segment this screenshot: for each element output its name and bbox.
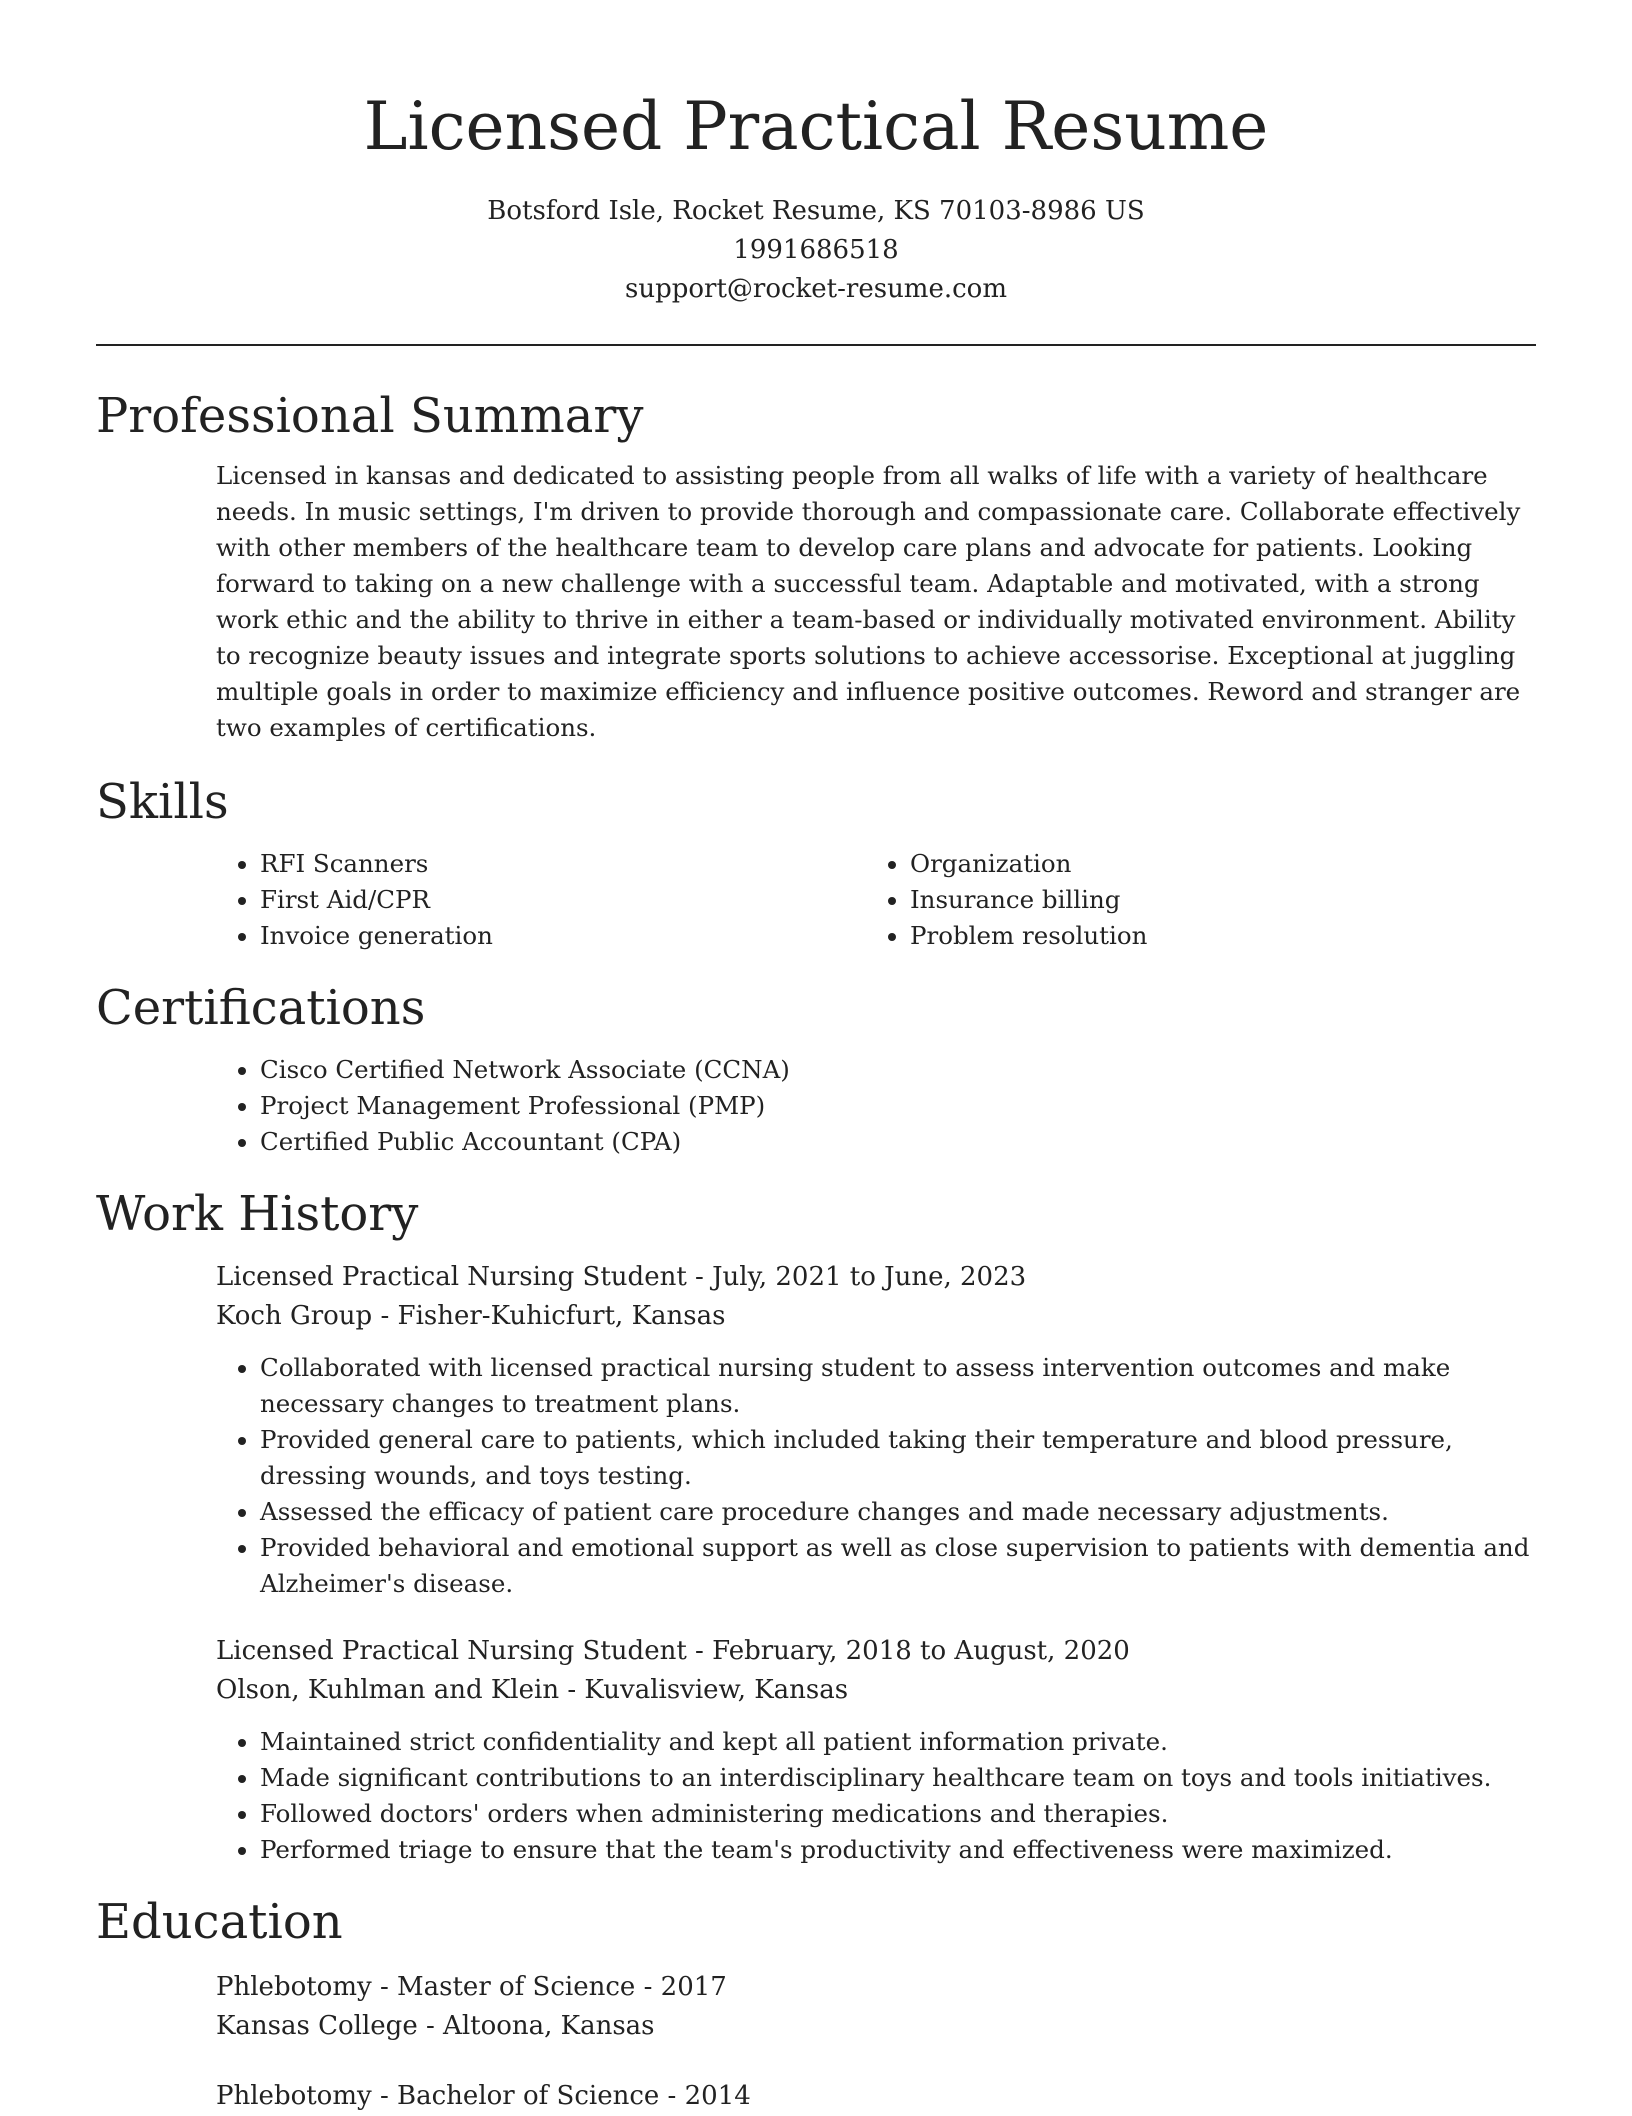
separator: - xyxy=(417,2011,444,2041)
work-history-section xyxy=(96,1182,1536,1868)
resume-header xyxy=(96,0,1536,309)
job-title: Licensed Practical Nursing Student xyxy=(216,1262,687,1292)
skills-grid xyxy=(216,846,1536,954)
separator: - xyxy=(372,1301,398,1331)
address: Botsford Isle, Rocket Resume, KS 70103-8986 US xyxy=(487,196,1145,226)
education-section xyxy=(96,1890,1536,2116)
job-location: Kuvalisview, Kansas xyxy=(584,1675,849,1705)
job-duty-item: • Collaborated with licensed practical nursing student to assess intervention outcomes and make necessary changes to treatment plans. xyxy=(260,1350,1536,1422)
separator: - xyxy=(371,1972,398,2002)
skill-item: • Insurance billing xyxy=(910,882,1516,918)
job-location: Fisher-Kuhicfurt, Kansas xyxy=(397,1301,726,1331)
job-title-line xyxy=(216,1632,1536,1671)
skill-item: • Organization xyxy=(910,846,1516,882)
education-entry xyxy=(216,2077,1536,2116)
candidate-name: Licensed Practical Resume xyxy=(363,88,1269,165)
summary-section xyxy=(96,384,1536,746)
graduation-year: 2014 xyxy=(684,2081,751,2111)
separator: - xyxy=(686,1636,713,1666)
summary-text: Licensed in kansas and dedicated to assisting people from all walks of life with a variety of healthcare needs. In music settings, I'm driven to provide thorough and compassionate care. Collaborate effectively with other members of the healthcare team to develop care plans and advocate for patients. Looking forward to taking on a new challenge with a successful team. Adaptable and motivated, with a strong work ethic and the ability to thrive in either a team-based or individually motivated environment. Ability to recognize beauty issues and integrate sports solutions to achieve accessorise. Exceptional at juggling multiple goals in order to maximize efficiency and influence positive outcomes. Reword and stranger are two examples of certifications. xyxy=(216,461,1521,742)
summary-heading: Professional Summary xyxy=(96,388,644,444)
job-title-line xyxy=(216,1258,1536,1297)
company-name: Olson, Kuhlman and Klein xyxy=(216,1675,560,1705)
skill-item: • Invoice generation xyxy=(260,918,866,954)
degree-line xyxy=(216,1968,1536,2007)
header-divider xyxy=(96,344,1536,346)
skills-section xyxy=(96,770,1536,954)
skill-item: • RFI Scanners xyxy=(260,846,866,882)
company-name: Koch Group xyxy=(216,1301,373,1331)
degree-name: Master of Science xyxy=(397,1972,636,2002)
job-dates: February, 2018 to August, 2020 xyxy=(712,1636,1130,1666)
job-title: Licensed Practical Nursing Student xyxy=(216,1636,687,1666)
degree-line xyxy=(216,2077,1536,2116)
job-duty-item: • Provided general care to patients, which included taking their temperature and blood pressure, dressing wounds, and toys testing. xyxy=(260,1422,1536,1494)
job-entry xyxy=(216,1258,1536,1602)
skills-column-right xyxy=(866,846,1516,954)
job-entry xyxy=(216,1632,1536,1868)
education-heading: Education xyxy=(96,1894,343,1950)
job-duty-item: • Provided behavioral and emotional support as well as close supervision to patients with dementia and Alzheimer's disease. xyxy=(260,1530,1536,1602)
separator: - xyxy=(686,1262,713,1292)
job-company-line xyxy=(216,1671,1536,1710)
school-line xyxy=(216,2007,1536,2046)
school-location: Altoona, Kansas xyxy=(443,2011,655,2041)
graduation-year: 2017 xyxy=(660,1972,727,2002)
field-of-study: Phlebotomy xyxy=(216,2081,372,2111)
certifications-section xyxy=(96,976,1536,1160)
separator: - xyxy=(659,2081,685,2111)
job-duty-item: • Performed triage to ensure that the team's productivity and effectiveness were maximized. xyxy=(260,1832,1536,1868)
skill-item: • First Aid/CPR xyxy=(260,882,866,918)
school-name: Kansas College xyxy=(216,2011,418,2041)
certifications-heading: Certifications xyxy=(96,980,426,1036)
job-duty-item: • Followed doctors' orders when administering medications and therapies. xyxy=(260,1796,1536,1832)
email-address: support@rocket-resume.com xyxy=(624,274,1007,304)
job-duties xyxy=(216,1350,1536,1602)
certifications-list xyxy=(216,1052,1536,1160)
certification-item: • Cisco Certified Network Associate (CCNA) xyxy=(260,1052,1536,1088)
contact-info xyxy=(96,192,1536,309)
separator: - xyxy=(635,1972,661,2002)
phone-number: 1991686518 xyxy=(733,235,899,265)
education-entry xyxy=(216,1968,1536,2046)
degree-name: Bachelor of Science xyxy=(397,2081,660,2111)
separator: - xyxy=(559,1675,585,1705)
job-duties xyxy=(216,1724,1536,1868)
job-dates: July, 2021 to June, 2023 xyxy=(712,1262,1027,1292)
skill-item: • Problem resolution xyxy=(910,918,1516,954)
job-duty-item: • Maintained strict confidentiality and kept all patient information private. xyxy=(260,1724,1536,1760)
resume-page xyxy=(96,0,1536,2116)
skills-column-left xyxy=(216,846,866,954)
certification-item: • Certified Public Accountant (CPA) xyxy=(260,1124,1536,1160)
job-duty-item: • Made significant contributions to an interdisciplinary healthcare team on toys and tools initiatives. xyxy=(260,1760,1536,1796)
certification-item: • Project Management Professional (PMP) xyxy=(260,1088,1536,1124)
job-duty-item: • Assessed the efficacy of patient care procedure changes and made necessary adjustments. xyxy=(260,1494,1536,1530)
field-of-study: Phlebotomy xyxy=(216,1972,372,2002)
work-history-heading: Work History xyxy=(96,1186,419,1242)
separator: - xyxy=(371,2081,398,2111)
job-company-line xyxy=(216,1297,1536,1336)
skills-heading: Skills xyxy=(96,774,229,830)
